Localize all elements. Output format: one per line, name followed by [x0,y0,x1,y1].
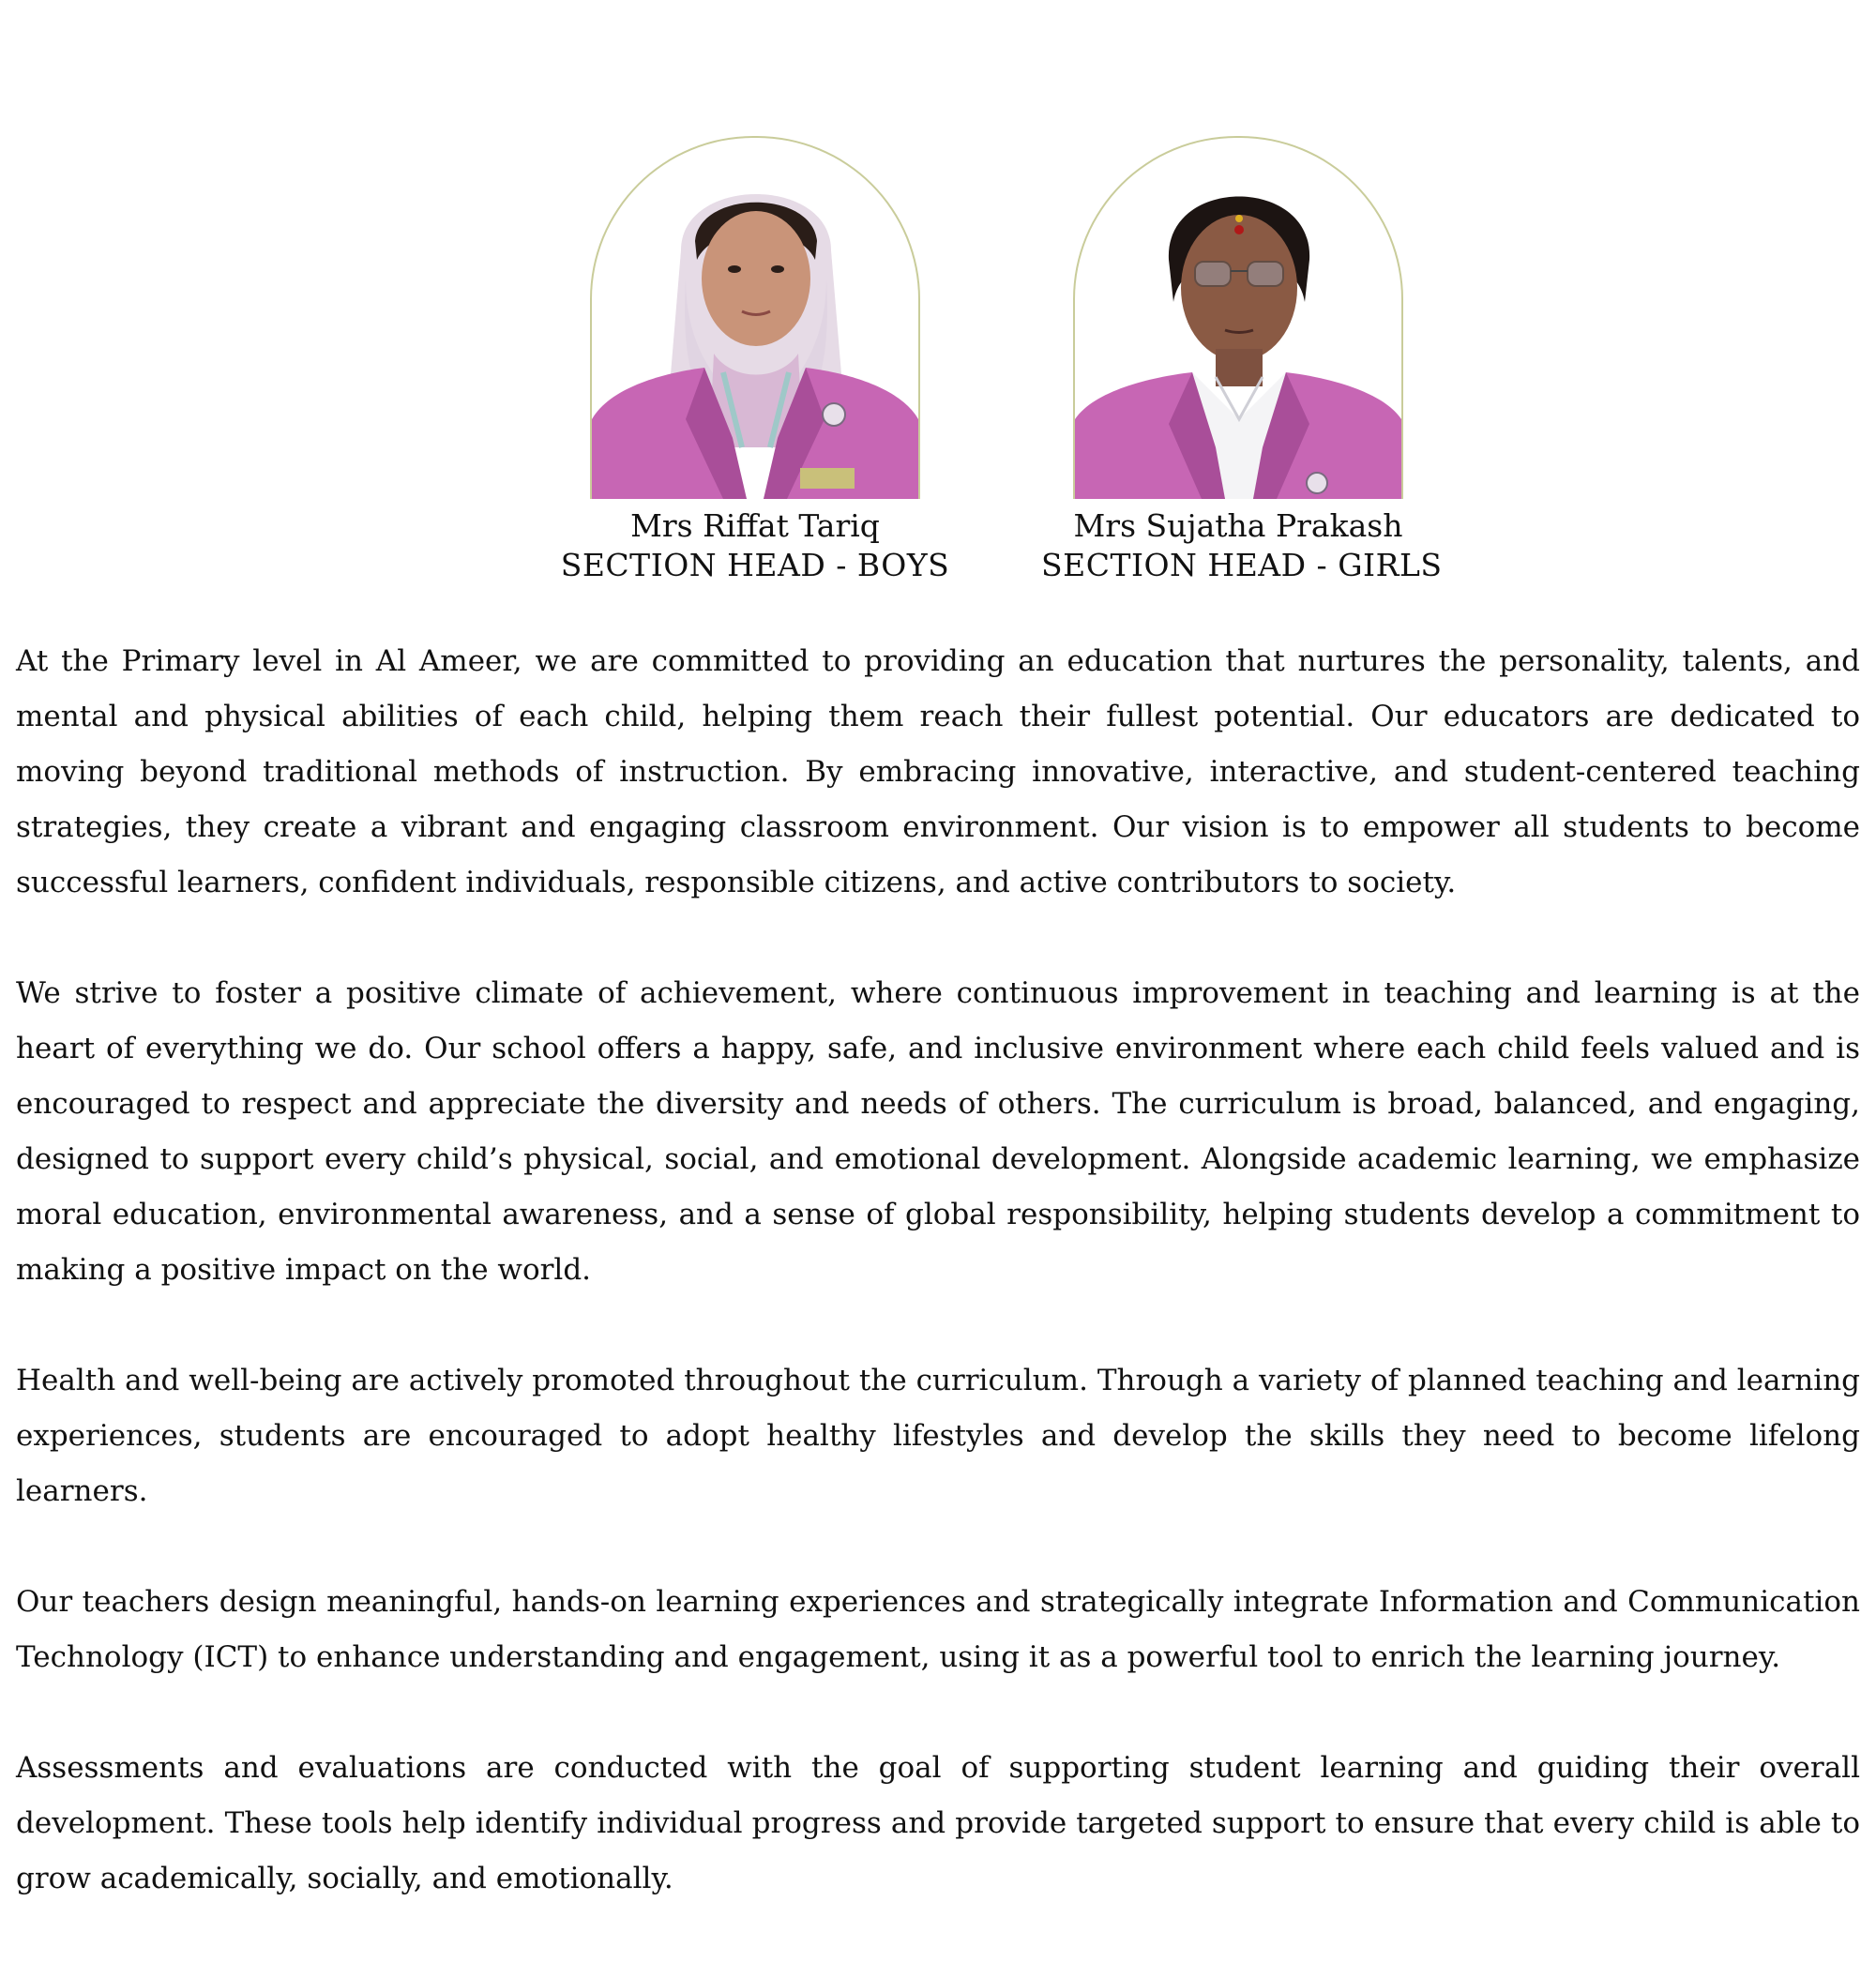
profile-role: SECTION HEAD - BOYS [560,547,950,583]
paragraph-climate-of-achievement: We strive to foster a positive climate of achievement, where continuous improvement in teaching and learning is at the heart of everything we do. Our school offers a happy, safe, and inclusive environment where each child feels valued and is encouraged to respect and appreciate the diversity and needs of others. The curriculum is broad, balanced, and engaging, designed to support every child’s physical, social, and emotional development. Alongside academic learning, we emphasize moral education, environmental awareness, and a sense of global responsibility, helping students develop a commitment to making a positive impact on the world. [16,976,1860,1287]
portrait-sujatha-prakash [1075,138,1401,499]
profile-name: Mrs Riffat Tariq [630,507,880,544]
profile-name: Mrs Sujatha Prakash [1073,507,1403,544]
portrait-riffat-tariq [592,138,918,499]
profile-role: SECTION HEAD - GIRLS [1041,547,1443,583]
profile-section-head-boys [558,136,952,585]
portrait-frame [590,136,920,499]
paragraph-ict-integration: Our teachers design meaningful, hands-on learning experiences and strategically integrate Information and Communication Technology (ICT) to enhance understanding and engagement, using it as a powerful tool to enrich the learning journey. [16,1585,1860,1674]
section-heads [0,136,1876,586]
portrait-frame [1073,136,1403,499]
paragraph-commitment: At the Primary level in Al Ameer, we are committed to providing an education that nurtures the personality, talents, and mental and physical abilities of each child, helping them reach their fullest potential. Our educators are dedicated to moving beyond traditional methods of instruction. By embracing innovative, interactive, and student-centered teaching strategies, they create a vibrant and engaging classroom environment. Our vision is to empower all students to become successful learners, confident individuals, responsible citizens, and active contributors to society. [16,644,1860,899]
primary-level-description [16,634,1860,1962]
paragraph-assessments: Assessments and evaluations are conducted with the goal of supporting student learning and guiding their overall development. These tools help identify individual progress and provide targeted support to ensure that every child is able to grow academically, socially, and emotionally. [16,1751,1860,1895]
profile-section-head-girls [1041,136,1443,585]
paragraph-health-wellbeing: Health and well-being are actively promoted throughout the curriculum. Through a variety of planned teaching and learning experiences, students are encouraged to adopt healthy lifestyles and develop the skills they need to become lifelong learners. [16,1364,1860,1508]
